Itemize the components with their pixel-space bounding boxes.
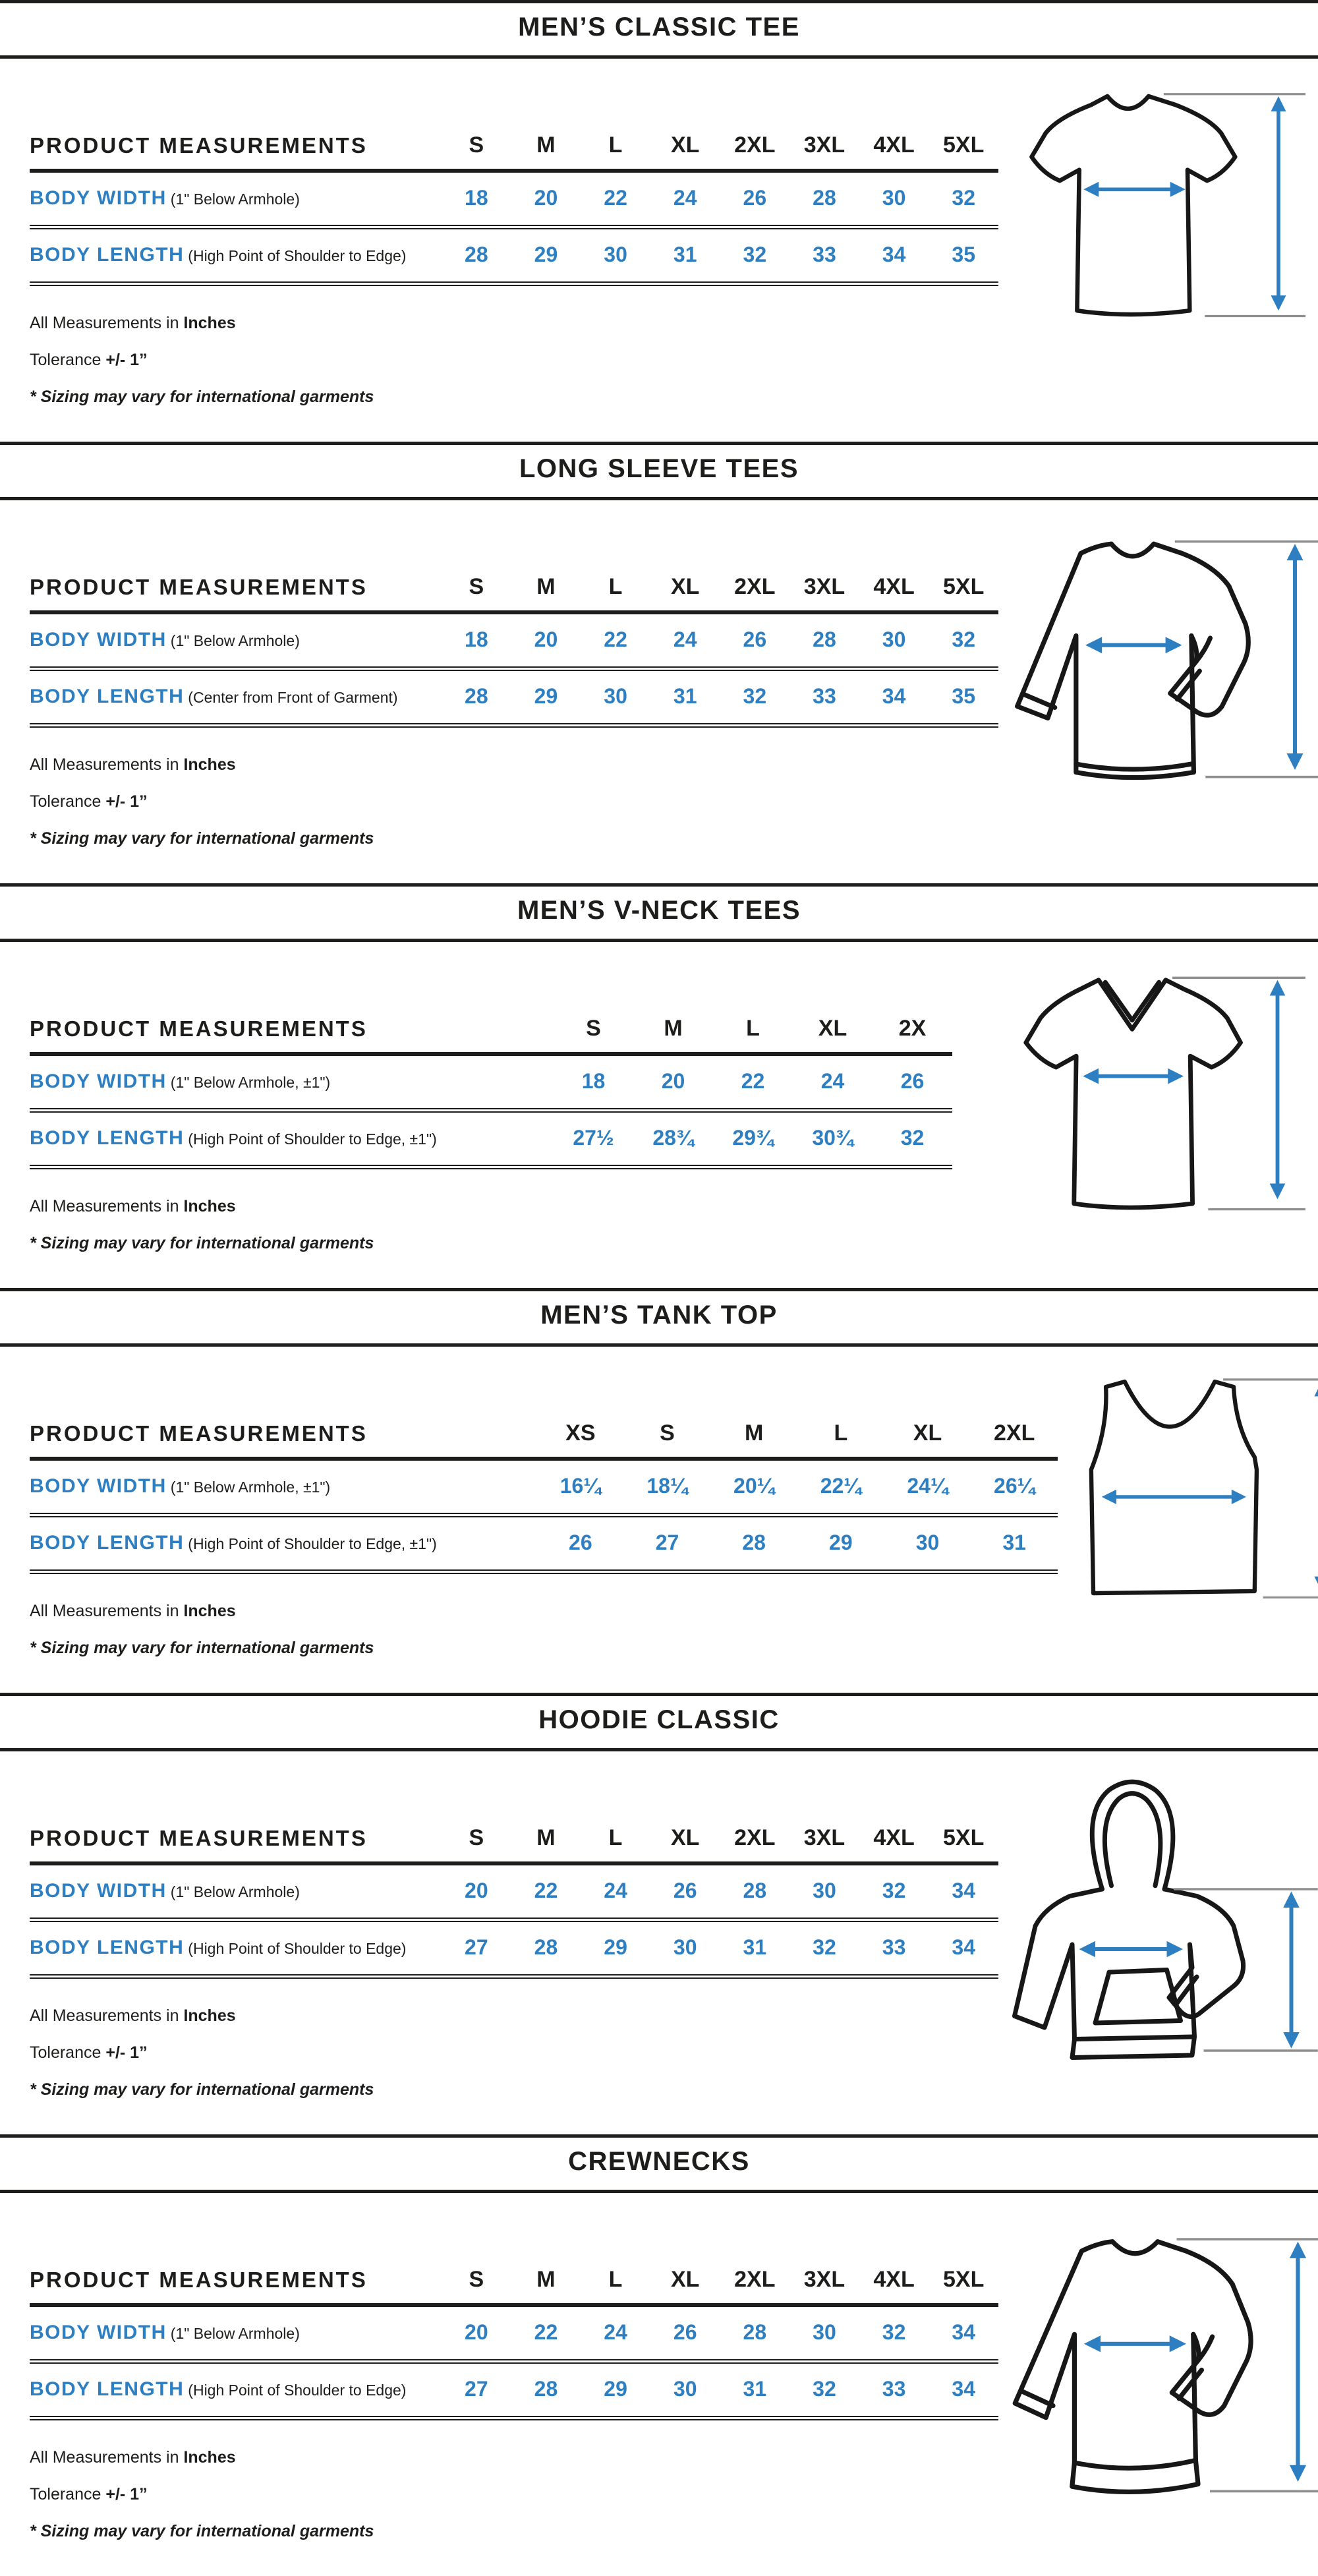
- garment-figure: [998, 1751, 1318, 2077]
- notes: [30, 314, 998, 407]
- notes: [30, 2448, 998, 2541]
- size-table: [30, 132, 998, 286]
- section-body: [0, 2193, 1318, 2576]
- measurement-label: BODY LENGTH: [30, 1531, 185, 1554]
- note-bold-text: Inches: [183, 2006, 236, 2025]
- measurement-value: 20: [661, 1069, 685, 1093]
- note-text: Tolerance: [30, 792, 106, 811]
- size-column-header: XL: [670, 1825, 700, 1850]
- note-text: Tolerance: [30, 2485, 106, 2503]
- measurement-value: 20: [534, 628, 558, 651]
- size-column-header: XL: [670, 2267, 700, 2292]
- measurement-label: BODY WIDTH: [30, 1475, 167, 1497]
- measurement-value: 26: [569, 1531, 592, 1554]
- measurement-row-label-cell: [30, 1070, 554, 1093]
- section-header: [0, 0, 1318, 59]
- long-sleeve-illustration: [998, 523, 1318, 811]
- measurement-row-label-cell: [30, 686, 442, 708]
- measurement-row: [30, 229, 998, 286]
- measurement-row: [30, 2307, 998, 2364]
- measurement-value: 22¼: [820, 1474, 861, 1498]
- size-column-header: L: [608, 1825, 623, 1850]
- note-bold-text: Inches: [183, 1197, 236, 1215]
- measurement-value: 32: [743, 243, 767, 266]
- measurement-value: 30: [604, 243, 627, 266]
- section-body: [0, 942, 1318, 1288]
- measurement-value: 33: [882, 1935, 906, 1959]
- size-column-header: XL: [913, 1420, 942, 1446]
- size-column-header: S: [469, 2267, 484, 2292]
- note-line: [30, 1639, 1058, 1658]
- section-header: [0, 442, 1318, 500]
- note-text: Tolerance: [30, 351, 106, 369]
- measurement-value: 28: [534, 2377, 558, 2401]
- table-rows: [30, 1461, 1058, 1574]
- section-header: [0, 883, 1318, 942]
- measurement-value: 33: [882, 2377, 906, 2401]
- note-bold-text: Inches: [183, 2448, 236, 2467]
- measurements-table: [30, 500, 998, 866]
- size-column-header: 4XL: [873, 132, 915, 158]
- measurement-value: 34: [882, 243, 906, 266]
- section-header: [0, 2134, 1318, 2193]
- section-mens-tank-top: [0, 1288, 1318, 1693]
- measurement-note: (1" Below Armhole): [170, 1883, 300, 1900]
- measurement-value: 34: [952, 2320, 975, 2344]
- measurement-value: 32: [900, 1126, 925, 1150]
- measurement-value: 20: [465, 1879, 488, 1902]
- size-column-header: 5XL: [943, 1825, 985, 1850]
- note-text: Tolerance: [30, 2043, 106, 2062]
- note-text: All Measurements in: [30, 314, 184, 332]
- measurement-label: BODY LENGTH: [30, 243, 185, 266]
- note-bold-text: +/- 1”: [105, 792, 148, 811]
- size-column-header: 3XL: [803, 574, 845, 599]
- measurement-label: BODY WIDTH: [30, 2321, 167, 2343]
- note-line: [30, 1602, 1058, 1621]
- notes: [30, 2006, 998, 2099]
- measurement-value: 31: [1002, 1531, 1026, 1554]
- size-column-header: S: [660, 1420, 675, 1446]
- measurement-value: 26: [743, 628, 767, 651]
- measurement-value: 34: [882, 684, 906, 708]
- table-rows: [30, 2307, 998, 2420]
- size-table: [30, 1420, 1058, 1574]
- table-rows: [30, 1865, 998, 1979]
- measurements-table: [30, 2193, 998, 2559]
- measurements-table: [30, 59, 998, 424]
- measurement-label: BODY WIDTH: [30, 1070, 167, 1092]
- size-column-header: 2XL: [993, 1420, 1035, 1446]
- note-line: [30, 2080, 998, 2099]
- size-column-header: 4XL: [873, 2267, 915, 2292]
- measurement-value: 29¾: [732, 1126, 774, 1150]
- note-text: All Measurements in: [30, 755, 184, 774]
- note-line: [30, 2485, 998, 2504]
- measurement-note: (High Point of Shoulder to Edge, ±1"): [188, 1130, 437, 1148]
- section-title: CREWNECKS: [568, 2147, 750, 2176]
- measurement-note: (Center from Front of Garment): [188, 688, 398, 706]
- table-header-label: PRODUCT MEASUREMENTS: [30, 1016, 368, 1041]
- measurement-value: 34: [952, 2377, 975, 2401]
- width-arrow: [1083, 96, 1286, 310]
- measurement-value: 32: [813, 2377, 836, 2401]
- section-mens-v-neck-tees: [0, 883, 1318, 1288]
- measurement-value: 30: [813, 2320, 836, 2344]
- measurement-value: 28¾: [652, 1126, 694, 1150]
- measurement-value: 18: [465, 186, 488, 210]
- measurement-value: 26: [743, 186, 767, 210]
- section-body: [0, 59, 1318, 442]
- size-column-header: XL: [670, 132, 700, 158]
- note-line: [30, 1234, 952, 1253]
- note-line: [30, 2448, 998, 2467]
- size-column-header: M: [745, 1420, 764, 1446]
- measurement-value: 32: [813, 1935, 836, 1959]
- size-column-header: L: [608, 132, 623, 158]
- size-column-header: 5XL: [943, 132, 985, 158]
- measurement-label: BODY LENGTH: [30, 685, 185, 707]
- measurement-value: 31: [743, 1935, 767, 1959]
- size-column-header: 2XL: [734, 132, 776, 158]
- section-title: MEN’S TANK TOP: [540, 1301, 778, 1330]
- table-header-label: PRODUCT MEASUREMENTS: [30, 2267, 368, 2292]
- table-header-row: [30, 132, 998, 173]
- hoodie-illustration: [998, 1774, 1318, 2074]
- measurement-value: 30: [813, 1879, 836, 1902]
- note-text: All Measurements in: [30, 2448, 184, 2467]
- table-header-label: PRODUCT MEASUREMENTS: [30, 132, 368, 158]
- measurement-note: (High Point of Shoulder to Edge): [188, 2381, 407, 2399]
- section-long-sleeve-tees: [0, 442, 1318, 883]
- measurement-row-label-cell: [30, 187, 442, 210]
- measurement-value: 30: [882, 628, 906, 651]
- notes: [30, 755, 998, 848]
- size-column-header: M: [536, 574, 556, 599]
- measurement-value: 31: [673, 243, 697, 266]
- measurement-value: 29: [534, 684, 558, 708]
- size-column-header: 5XL: [943, 574, 985, 599]
- measurement-value: 31: [673, 684, 697, 708]
- measurements-table: [30, 1751, 998, 2117]
- section-body: [0, 1347, 1318, 1693]
- note-text: All Measurements in: [30, 1197, 184, 1215]
- notes: [30, 1602, 1058, 1658]
- measurement-value: 32: [882, 2320, 906, 2344]
- size-column-header: 2XL: [734, 2267, 776, 2292]
- measurement-value: 27: [655, 1531, 679, 1554]
- measurement-value: 27½: [573, 1126, 614, 1150]
- measurement-note: (1" Below Armhole): [170, 2324, 300, 2342]
- measurement-value: 30: [604, 684, 627, 708]
- measurement-note: (High Point of Shoulder to Edge, ±1"): [188, 1535, 437, 1552]
- measurement-value: 29: [829, 1531, 853, 1554]
- note-line: [30, 2043, 998, 2063]
- section-header: [0, 1288, 1318, 1347]
- section-title: MEN’S CLASSIC TEE: [518, 13, 800, 42]
- note-line: [30, 1197, 952, 1216]
- measurement-value: 22: [534, 2320, 558, 2344]
- measurement-value: 22: [534, 1879, 558, 1902]
- measurement-row: [30, 1922, 998, 1979]
- measurement-value: 27: [465, 1935, 488, 1959]
- measurement-value: 22: [604, 186, 627, 210]
- note-bold-text: +/- 1”: [105, 2485, 148, 2503]
- measurement-value: 28: [743, 1879, 767, 1902]
- section-hoodie-classic: [0, 1693, 1318, 2134]
- measurement-note: (1" Below Armhole, ±1"): [170, 1478, 331, 1496]
- measurement-label: BODY WIDTH: [30, 187, 167, 209]
- note-bold-text: +/- 1”: [105, 351, 148, 369]
- table-header-row: [30, 574, 998, 614]
- note-text: * Sizing may vary for international garments: [30, 1234, 374, 1252]
- size-column-header: 4XL: [873, 574, 915, 599]
- table-header-label: PRODUCT MEASUREMENTS: [30, 574, 368, 599]
- measurement-value: 28: [813, 628, 836, 651]
- measurement-value: 28: [465, 243, 488, 266]
- note-bold-text: +/- 1”: [105, 2043, 148, 2062]
- garment-figure: [1058, 1347, 1318, 1629]
- size-column-header: 3XL: [803, 1825, 845, 1850]
- section-crewnecks: [0, 2134, 1318, 2576]
- measurement-note: (1" Below Armhole): [170, 631, 300, 649]
- size-column-header: XL: [670, 574, 700, 599]
- size-column-header: M: [536, 1825, 556, 1850]
- table-rows: [30, 173, 998, 286]
- note-line: [30, 792, 998, 811]
- size-column-header: 3XL: [803, 132, 845, 158]
- measurement-note: (1" Below Armhole): [170, 190, 300, 208]
- measurement-row-label-cell: [30, 2378, 442, 2401]
- measurement-value: 33: [813, 243, 836, 266]
- measurement-value: 26: [673, 1879, 697, 1902]
- note-text: All Measurements in: [30, 1602, 184, 1620]
- measurement-row: [30, 1517, 1058, 1574]
- measurement-value: 32: [743, 684, 767, 708]
- size-column-header: XL: [818, 1016, 847, 1041]
- note-text: * Sizing may vary for international garments: [30, 2080, 374, 2099]
- measurement-label: BODY LENGTH: [30, 2378, 185, 2400]
- note-line: [30, 388, 998, 407]
- table-header-label: PRODUCT MEASUREMENTS: [30, 1420, 368, 1446]
- measurement-value: 30: [673, 2377, 697, 2401]
- size-table: [30, 1825, 998, 1979]
- size-column-header: L: [746, 1016, 760, 1041]
- measurement-row-label-cell: [30, 1880, 442, 1902]
- measurement-value: 24: [604, 1879, 627, 1902]
- measurement-row: [30, 1865, 998, 1922]
- measurement-note: (High Point of Shoulder to Edge): [188, 247, 407, 264]
- measurement-value: 32: [882, 1879, 906, 1902]
- note-line: [30, 2006, 998, 2026]
- garment-figure: [998, 2193, 1318, 2522]
- size-table: [30, 574, 998, 728]
- measurement-value: 24¼: [907, 1474, 948, 1498]
- measurement-value: 34: [952, 1935, 975, 1959]
- note-text: * Sizing may vary for international garments: [30, 388, 374, 406]
- measurement-value: 24: [820, 1069, 845, 1093]
- measurements-table: [30, 1347, 1058, 1676]
- measurement-row-label-cell: [30, 1127, 554, 1150]
- note-line: [30, 755, 998, 775]
- measurements-table: [30, 942, 952, 1271]
- section-title: HOODIE CLASSIC: [538, 1705, 780, 1734]
- size-column-header: 5XL: [943, 2267, 985, 2292]
- note-text: * Sizing may vary for international garments: [30, 1639, 374, 1657]
- measurement-value: 22: [741, 1069, 765, 1093]
- measurement-row-label-cell: [30, 1532, 537, 1554]
- measurement-note: (High Point of Shoulder to Edge): [188, 1939, 407, 1957]
- size-column-header: M: [536, 132, 556, 158]
- measurement-value: 20: [465, 2320, 488, 2344]
- size-column-header: M: [664, 1016, 683, 1041]
- measurement-row-label-cell: [30, 1937, 442, 1959]
- width-arrow: [1102, 1382, 1318, 1591]
- measurement-note: (1" Below Armhole, ±1"): [170, 1073, 331, 1091]
- size-column-header: L: [608, 2267, 623, 2292]
- notes: [30, 1197, 952, 1253]
- classic-tee-illustration: [1006, 81, 1309, 336]
- table-header-row: [30, 1825, 998, 1865]
- measurement-row: [30, 1113, 952, 1169]
- measurement-value: 30: [673, 1935, 697, 1959]
- note-line: [30, 351, 998, 370]
- garment-figure: [998, 500, 1318, 815]
- measurement-value: 27: [465, 2377, 488, 2401]
- note-line: [30, 2522, 998, 2541]
- garment-figure: [1006, 59, 1309, 339]
- measurement-value: 32: [952, 186, 975, 210]
- size-column-header: 2X: [898, 1016, 927, 1041]
- size-table: [30, 2267, 998, 2420]
- measurement-label: BODY WIDTH: [30, 1879, 167, 1902]
- measurement-value: 18: [581, 1069, 606, 1093]
- measurement-value: 28: [743, 2320, 767, 2344]
- measurement-value: 24: [604, 2320, 627, 2344]
- measurement-value: 24: [673, 628, 697, 651]
- measurement-value: 34: [952, 1879, 975, 1902]
- measurement-value: 18: [465, 628, 488, 651]
- table-header-row: [30, 1016, 952, 1056]
- measurement-value: 20¼: [733, 1474, 775, 1498]
- size-column-header: M: [536, 2267, 556, 2292]
- size-column-header: S: [469, 1825, 484, 1850]
- section-body: [0, 500, 1318, 883]
- measurement-label: BODY WIDTH: [30, 628, 167, 651]
- measurement-value: 16¼: [559, 1474, 601, 1498]
- measurement-value: 22: [604, 628, 627, 651]
- note-bold-text: Inches: [183, 314, 236, 332]
- table-header-row: [30, 1420, 1058, 1461]
- measurement-row: [30, 1056, 952, 1113]
- measurement-value: 30: [915, 1531, 940, 1554]
- measurement-row: [30, 614, 998, 671]
- section-mens-classic-tee: [0, 0, 1318, 442]
- measurement-row-label-cell: [30, 2322, 442, 2344]
- size-column-header: 3XL: [803, 2267, 845, 2292]
- size-column-header: S: [469, 132, 484, 158]
- size-column-header: XS: [565, 1420, 596, 1446]
- note-line: [30, 829, 998, 848]
- measurement-value: 32: [952, 628, 975, 651]
- section-title: LONG SLEEVE TEES: [519, 454, 799, 483]
- size-column-header: 2XL: [734, 1825, 776, 1850]
- measurement-value: 30: [882, 186, 906, 210]
- measurement-row: [30, 2364, 998, 2420]
- size-table: [30, 1016, 952, 1169]
- measurement-row-label-cell: [30, 1475, 537, 1498]
- note-text: * Sizing may vary for international garments: [30, 829, 374, 848]
- measurement-value: 35: [952, 684, 975, 708]
- measurement-row: [30, 671, 998, 728]
- measurement-value: 28: [465, 684, 488, 708]
- measurement-value: 28: [813, 186, 836, 210]
- size-column-header: 4XL: [873, 1825, 915, 1850]
- measurement-label: BODY LENGTH: [30, 1936, 185, 1958]
- measurement-value: 28: [742, 1531, 766, 1554]
- measurement-value: 20: [534, 186, 558, 210]
- measurement-row-label-cell: [30, 244, 442, 266]
- measurement-value: 18¼: [646, 1474, 688, 1498]
- note-text: * Sizing may vary for international garments: [30, 2522, 374, 2540]
- measurement-row-label-cell: [30, 629, 442, 651]
- measurement-value: 26: [900, 1069, 925, 1093]
- measurement-value: 26: [673, 2320, 697, 2344]
- crewneck-illustration: [998, 2215, 1318, 2519]
- v-neck-illustration: [996, 964, 1309, 1233]
- measurement-value: 29: [604, 2377, 627, 2401]
- section-body: [0, 1751, 1318, 2134]
- measurement-row: [30, 1461, 1058, 1517]
- section-header: [0, 1693, 1318, 1751]
- measurement-label: BODY LENGTH: [30, 1127, 185, 1149]
- size-column-header: L: [608, 574, 623, 599]
- tank-top-illustration: [1058, 1369, 1318, 1625]
- garment-figure: [996, 942, 1309, 1236]
- measurement-value: 26¼: [994, 1474, 1035, 1498]
- table-header-label: PRODUCT MEASUREMENTS: [30, 1825, 368, 1850]
- size-column-header: 2XL: [734, 574, 776, 599]
- measurement-value: 31: [743, 2377, 767, 2401]
- note-bold-text: Inches: [183, 1602, 236, 1620]
- measurement-value: 35: [952, 243, 975, 266]
- size-column-header: S: [586, 1016, 601, 1041]
- size-column-header: L: [834, 1420, 848, 1446]
- section-title: MEN’S V-NECK TEES: [517, 896, 801, 925]
- measurement-value: 33: [813, 684, 836, 708]
- table-rows: [30, 614, 998, 728]
- note-text: All Measurements in: [30, 2006, 184, 2025]
- width-arrow: [1083, 980, 1285, 1199]
- table-header-row: [30, 2267, 998, 2307]
- note-line: [30, 314, 998, 333]
- measurement-row: [30, 173, 998, 229]
- note-bold-text: Inches: [183, 755, 236, 774]
- size-column-header: S: [469, 574, 484, 599]
- measurement-value: 30¾: [812, 1126, 853, 1150]
- measurement-value: 28: [534, 1935, 558, 1959]
- table-rows: [30, 1056, 952, 1169]
- measurement-value: 24: [673, 186, 697, 210]
- measurement-value: 29: [534, 243, 558, 266]
- measurement-value: 29: [604, 1935, 627, 1959]
